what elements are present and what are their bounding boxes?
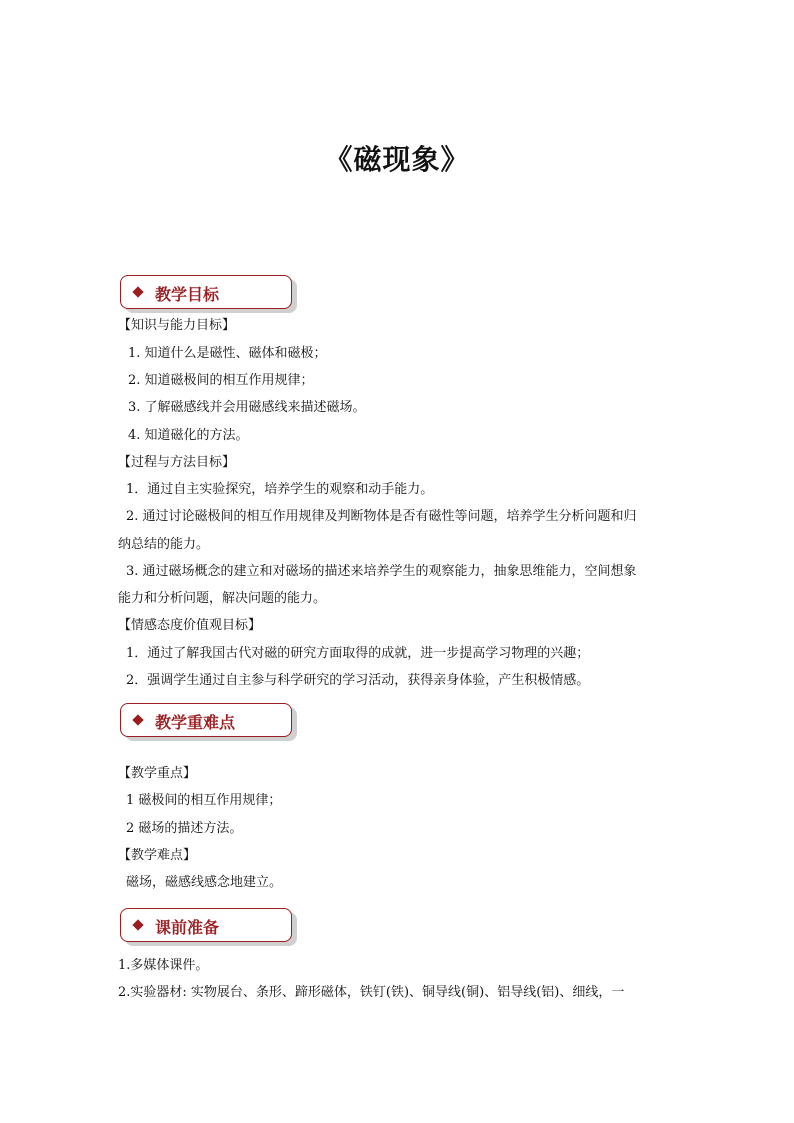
list-item: 1．通过了解我国古代对磁的研究方面取得的成就，进一步提高学习物理的兴趣； xyxy=(126,646,590,661)
subheading-process-method: 【过程与方法目标】 xyxy=(118,455,236,470)
subheading-difficult-points: 【教学难点】 xyxy=(118,848,197,863)
section-header-teaching-goals xyxy=(120,275,292,309)
list-item-continuation: 能力和分析问题，解决问题的能力。 xyxy=(118,591,327,606)
section-header-preparation xyxy=(120,908,292,942)
list-item-continuation: 纳总结的能力。 xyxy=(118,537,210,552)
list-item: 2.实验器材: 实物展台、条形、蹄形磁体，铁钉(铁)、铜导线(铜)、铝导线(铝)、细线，一 xyxy=(118,985,625,1000)
list-item: 3. 了解磁感线并会用磁感线来描述磁场。 xyxy=(128,400,366,415)
subheading-key-points: 【教学重点】 xyxy=(118,766,197,781)
list-item: 2 磁场的描述方法。 xyxy=(126,821,243,836)
list-item: 2．强调学生通过自主参与科学研究的学习活动，获得亲身体验，产生积极情感。 xyxy=(126,673,590,688)
section-heading: 教学重难点 xyxy=(155,713,236,732)
list-item: 磁场，磁感线感念地建立。 xyxy=(126,875,283,890)
list-item: 1.多媒体课件。 xyxy=(118,958,209,973)
diamond-icon xyxy=(132,286,143,297)
list-item: 2. 知道磁极间的相互作用规律； xyxy=(128,373,314,388)
list-item: 2. 通过讨论磁极间的相互作用规律及判断物体是否有磁性等问题，培养学生分析问题和归 xyxy=(126,509,637,524)
subheading-emotion-values: 【情感态度价值观目标】 xyxy=(118,618,262,633)
subheading-knowledge-ability: 【知识与能力目标】 xyxy=(118,318,236,333)
section-heading: 教学目标 xyxy=(155,285,220,304)
section-header-key-difficult-points xyxy=(120,703,292,737)
list-item: 1 磁极间的相互作用规律； xyxy=(126,793,282,808)
list-item: 4. 知道磁化的方法。 xyxy=(128,428,249,443)
diamond-icon xyxy=(132,919,143,930)
section-heading: 课前准备 xyxy=(155,918,220,937)
list-item: 1．通过自主实验探究，培养学生的观察和动手能力。 xyxy=(126,482,434,497)
list-item: 3. 通过磁场概念的建立和对磁场的描述来培养学生的观察能力，抽象思维能力，空间想象 xyxy=(126,564,637,579)
diamond-icon xyxy=(132,714,143,725)
page-title: 《磁现象》 xyxy=(324,143,470,176)
list-item: 1. 知道什么是磁性、磁体和磁极； xyxy=(128,346,327,361)
